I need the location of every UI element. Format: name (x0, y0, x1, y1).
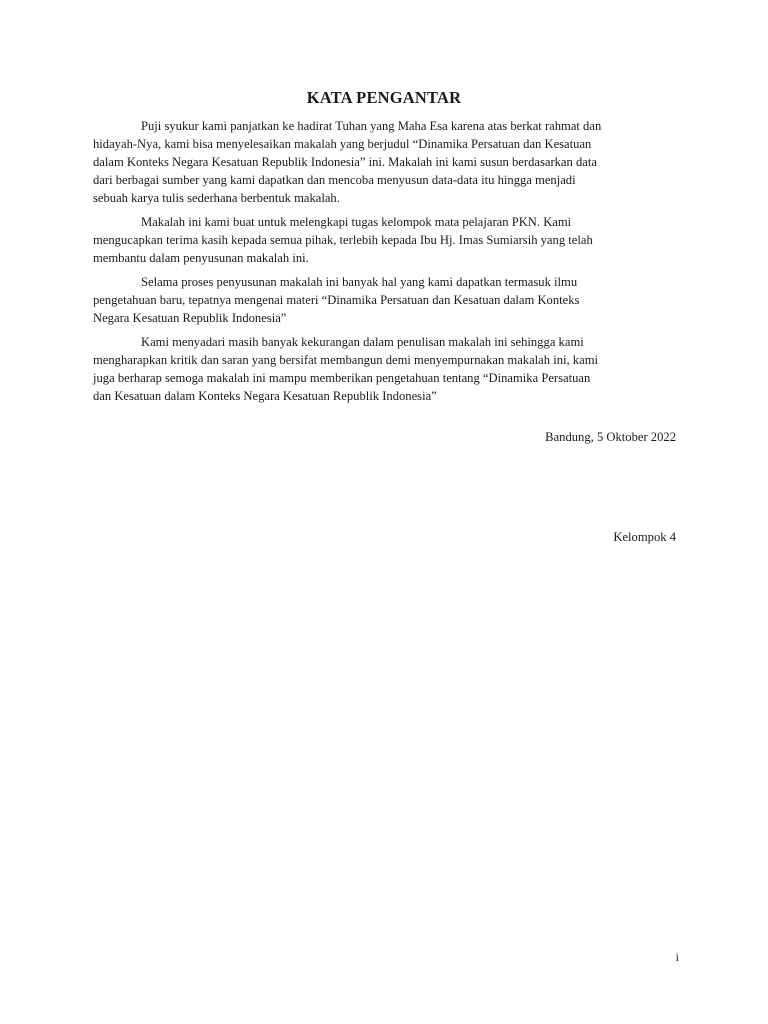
signature-group: Kelompok 4 (613, 530, 676, 544)
paragraph-line: Selama proses penyusunan makalah ini banyak hal yang kami dapatkan termasuk ilmu (141, 275, 578, 289)
paragraph-1 (93, 117, 676, 207)
paragraph-2 (93, 213, 676, 267)
paragraph-line: membantu dalam penyusunan makalah ini. (93, 251, 309, 265)
page-number: i (675, 950, 679, 964)
paragraph-line: dari berbagai sumber yang kami dapatkan dan mencoba menyusun data-data itu hingga menjadi (93, 173, 576, 187)
paragraph-4 (93, 333, 676, 405)
paragraph-line: juga berharap semoga makalah ini mampu memberikan pengetahuan tentang “Dinamika Persatuan (93, 371, 591, 385)
paragraph-line: Negara Kesatuan Republik Indonesia” (93, 311, 287, 325)
document-body (93, 117, 676, 411)
paragraph-line: dalam Konteks Negara Kesatuan Republik Indonesia” ini. Makalah ini kami susun berdasarkan data (93, 155, 597, 169)
paragraph-line: Makalah ini kami buat untuk melengkapi tugas kelompok mata pelajaran PKN. Kami (141, 215, 572, 229)
paragraph-line: sebuah karya tulis sederhana berbentuk makalah. (93, 191, 340, 205)
paragraph-line: pengetahuan baru, tepatnya mengenai materi “Dinamika Persatuan dan Kesatuan dalam Konteks (93, 293, 580, 307)
paragraph-line: hidayah-Nya, kami bisa menyelesaikan makalah yang berjudul “Dinamika Persatuan dan Kesatuan (93, 137, 592, 151)
paragraph-line: mengharapkan kritik dan saran yang bersifat membangun demi menyempurnakan makalah ini, kami (93, 353, 598, 367)
paragraph-line: mengucapkan terima kasih kepada semua pihak, terlebih kepada Ibu Hj. Imas Sumiarsih yang telah (93, 233, 593, 247)
paragraph-line: Kami menyadari masih banyak kekurangan dalam penulisan makalah ini sehingga kami (141, 335, 584, 349)
paragraph-3 (93, 273, 676, 327)
place-date: Bandung, 5 Oktober 2022 (545, 430, 676, 444)
page-title: KATA PENGANTAR (306, 88, 462, 107)
paragraph-line: Puji syukur kami panjatkan ke hadirat Tuhan yang Maha Esa karena atas berkat rahmat dan (141, 119, 602, 133)
paragraph-line: dan Kesatuan dalam Konteks Negara Kesatuan Republik Indonesia” (93, 389, 437, 403)
